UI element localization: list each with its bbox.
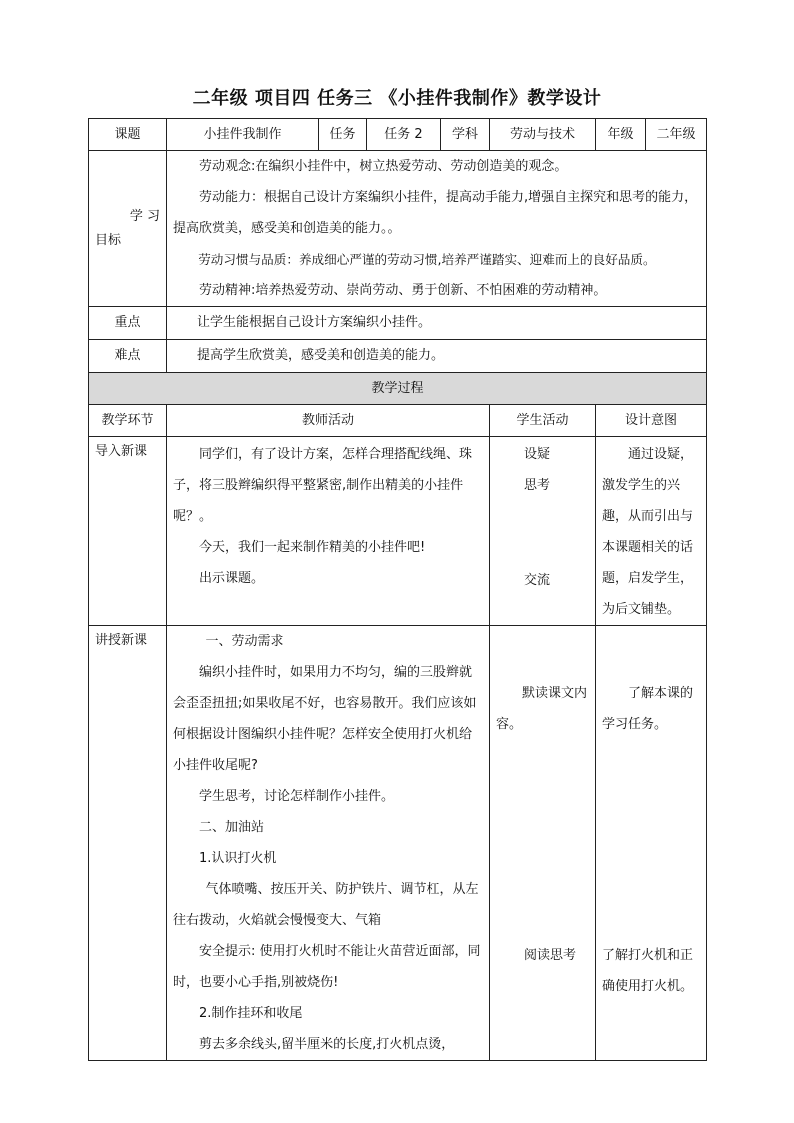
lesson-teacher: [167, 626, 490, 1061]
lesson-plan-table: [88, 118, 707, 1061]
process-header-row: [89, 373, 707, 405]
lesson-intent: [596, 626, 707, 1061]
process-header: 教学过程: [89, 373, 707, 405]
grade-label: 年级: [596, 119, 646, 151]
col-student: 学生活动: [490, 405, 596, 437]
lesson-student-2: 阅读思考: [524, 948, 577, 963]
subject-value: 劳动与技术: [490, 119, 596, 151]
goals-content: [167, 151, 707, 307]
lesson-intent-2: 了解打火机和正确使用打火机。: [602, 948, 694, 994]
col-teacher: 教师活动: [167, 405, 490, 437]
difficulty-row: [89, 340, 707, 373]
goal-item: 劳动精神:培养热爱劳动、崇尚劳动、勇于创新、不怕困难的劳动精神。: [199, 283, 607, 298]
task-label: 任务: [319, 119, 367, 151]
lesson-p4: 安全提示: 使用打火机时不能让火苗营近面部，同时，也要小心手指,别被烧伤!: [173, 944, 481, 990]
grade-value: 二年级: [646, 119, 707, 151]
goals-label-line1: 学 习: [129, 208, 160, 224]
key-point-value: 让学生能根据自己设计方案编织小挂件。: [167, 307, 707, 340]
intro-student: [490, 437, 596, 626]
intro-teacher-p2: 今天，我们一起来制作精美的小挂件吧!: [199, 540, 426, 555]
col-intent: 设计意图: [596, 405, 707, 437]
goals-label-line2: 目标: [95, 232, 122, 248]
lesson-p5: 剪去多余线头,留半厘米的长度,打火机点烫，: [199, 1037, 455, 1052]
lesson-student-1: 默读课文内容。: [496, 686, 588, 732]
intro-stage: 导入新课: [89, 437, 167, 626]
lesson-p3: 气体喷嘴、按压开关、防护铁片、调节杠，从左往右拨动，火焰就会慢慢变大、气箱: [173, 882, 479, 928]
intro-teacher-p3: 出示课题。: [199, 571, 265, 586]
col-stage: 教学环节: [89, 405, 167, 437]
subject-label: 学科: [441, 119, 490, 151]
topic-value: 小挂件我制作: [167, 119, 319, 151]
intro-student-1: 设疑: [524, 447, 551, 462]
intro-student-3: 交流: [524, 573, 551, 588]
intro-intent: [596, 437, 707, 626]
goal-item: 劳动观念:在编织小挂件中，树立热爱劳动、劳动创造美的观念。: [199, 159, 568, 174]
info-row: [89, 119, 707, 151]
document-title: 二年级 项目四 任务三 《小挂件我制作》教学设计: [192, 88, 602, 109]
intro-student-2: 思考: [524, 478, 551, 493]
goal-item: 劳动能力：根据自己设计方案编织小挂件，提高动手能力,增强自主探究和思考的能力，提高欣赏美，感受美和创造美的能力。。: [173, 190, 698, 236]
difficulty-value: 提高学生欣赏美，感受美和创造美的能力。: [167, 340, 707, 373]
intro-teacher-p1: 同学们，有了设计方案，怎样合理搭配线绳、珠子，将三股辫编织得平整紧密,制作出精美的小挂件呢？。: [173, 447, 473, 524]
lesson-row: [89, 626, 707, 1061]
lesson-intent-1: 了解本课的学习任务。: [602, 686, 694, 732]
lesson-heading2: 二、加油站: [199, 820, 265, 835]
lesson-sub1: 1.认识打火机: [199, 851, 277, 866]
intro-teacher: [167, 437, 490, 626]
lesson-sub2: 2.制作挂环和收尾: [199, 1006, 303, 1021]
intro-row: [89, 437, 707, 626]
lesson-p1: 编织小挂件时，如果用力不均匀，编的三股辫就会歪歪扭扭;如果收尾不好，也容易散开。我们应该如何根据设计图编织小挂件呢？怎样安全使用打火机给小挂件收尾呢?: [173, 665, 477, 773]
lesson-heading1: 一、劳动需求: [205, 634, 284, 649]
lesson-stage: 讲授新课: [89, 626, 167, 1061]
intro-intent-text: 通过设疑，激发学生的兴趣，从而引出与本课题相关的话题，启发学生，为后文铺垫。: [602, 447, 694, 617]
goals-row: [89, 151, 707, 307]
difficulty-label: 难点: [89, 340, 167, 373]
lesson-p2: 学生思考，讨论怎样制作小挂件。: [199, 789, 395, 804]
goal-item: 劳动习惯与品质：养成细心严谨的劳动习惯,培养严谨踏实、迎难而上的良好品质。: [198, 252, 656, 267]
task-value: 任务 2: [367, 119, 441, 151]
goals-label: [89, 151, 167, 307]
key-point-label: 重点: [89, 307, 167, 340]
process-columns-row: [89, 405, 707, 437]
topic-label: 课题: [89, 119, 167, 151]
key-point-row: [89, 307, 707, 340]
lesson-student: [490, 626, 596, 1061]
